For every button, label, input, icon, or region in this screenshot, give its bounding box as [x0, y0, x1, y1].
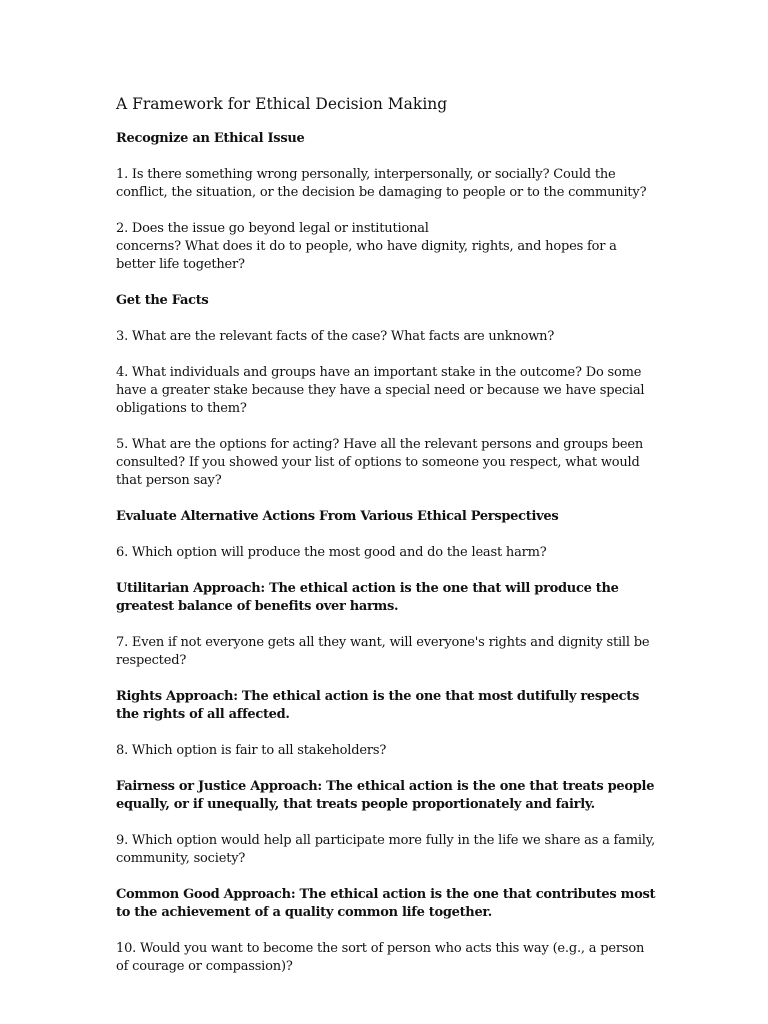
question-1: 1. Is there something wrong personally, interpersonally, or socially? Could the conflict, the situation, or the decision be damaging to people or to the community?	[116, 167, 647, 200]
document-page	[116, 94, 656, 994]
question-3: 3. What are the relevant facts of the case? What facts are unknown?	[116, 329, 555, 344]
question-2-line-1: 2. Does the issue go beyond legal or institutional	[116, 221, 429, 236]
utilitarian-approach: Utilitarian Approach: The ethical action is the one that will produce the greatest balance of benefits over harms.	[116, 581, 619, 614]
question-7: 7. Even if not everyone gets all they want, will everyone's rights and dignity still be respected?	[116, 635, 650, 668]
section-heading-recognize: Recognize an Ethical Issue	[116, 131, 305, 146]
section-heading-facts: Get the Facts	[116, 293, 209, 308]
question-2-line-2: concerns? What does it do to people, who have dignity, rights, and hopes for a better life together?	[116, 239, 617, 272]
question-2	[116, 220, 656, 274]
question-10: 10. Would you want to become the sort of person who acts this way (e.g., a person of courage or compassion)?	[116, 941, 645, 974]
document-title: A Framework for Ethical Decision Making	[116, 95, 448, 113]
question-6: 6. Which option will produce the most good and do the least harm?	[116, 545, 547, 560]
fairness-approach: Fairness or Justice Approach: The ethical action is the one that treats people equally, or if unequally, that treats people proportionately and fairly.	[116, 779, 655, 812]
question-8: 8. Which option is fair to all stakeholders?	[116, 743, 387, 758]
section-heading-evaluate: Evaluate Alternative Actions From Various Ethical Perspectives	[116, 509, 559, 524]
question-9: 9. Which option would help all participate more fully in the life we share as a family, community, society?	[116, 833, 656, 866]
rights-approach: Rights Approach: The ethical action is the one that most dutifully respects the rights of all affected.	[116, 689, 640, 722]
question-5: 5. What are the options for acting? Have all the relevant persons and groups been consulted? If you showed your list of options to someone you respect, what would that person say?	[116, 437, 644, 488]
common-good-approach: Common Good Approach: The ethical action is the one that contributes most to the achievement of a quality common life together.	[116, 887, 656, 920]
question-4: 4. What individuals and groups have an important stake in the outcome? Do some have a greater stake because they have a special need or because we have special obligations to them?	[116, 365, 645, 416]
